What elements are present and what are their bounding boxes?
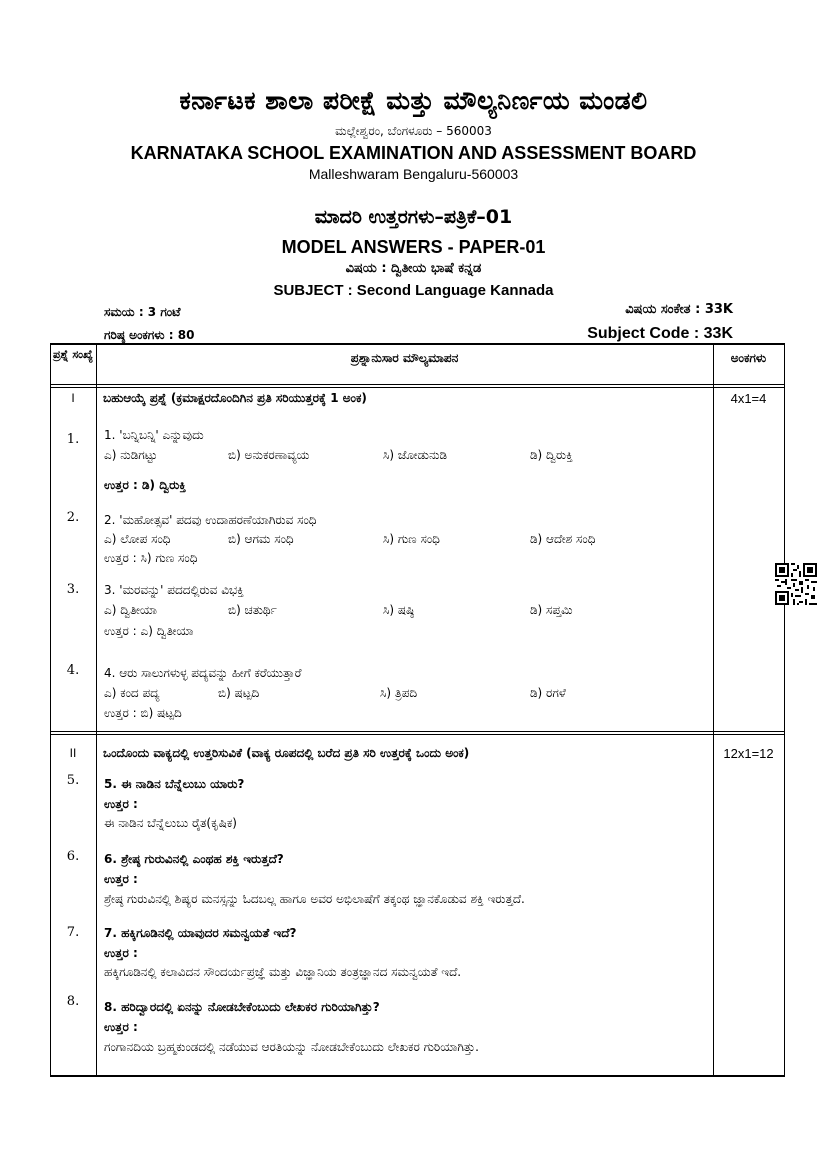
board-name-kannada: ಕರ್ನಾಟಕ ಶಾಲಾ ಪರೀಕ್ಷೆ ಮತ್ತು ಮೌಲ್ಯನಿರ್ಣಯ ಮಂಡಲಿ — [179, 86, 648, 115]
time-label: ಸಮಯ : 3 ಗಂಟೆ — [104, 305, 181, 319]
option-c: ಸಿ) ಗುಣ ಸಂಧಿ — [383, 532, 440, 546]
option-b: ಬಿ) ಅನುಕರಣಾವ್ಯಯ — [228, 448, 310, 462]
column-header-evaluation: ಪ್ರಶ್ನಾನುಸಾರ ಮೌಲ್ಯಮಾಪನ — [350, 351, 459, 365]
answer-text: ಶ್ರೇಷ್ಠ ಗುರುವಿನಲ್ಲಿ ಶಿಷ್ಯರ ಮನಸ್ಸನ್ನು ಓದಬಲ್ಲ ಹಾಗೂ ಅವರ ಅಭಿಲಾಷೆಗೆ ತಕ್ಕಂಥ ಜ್ಞಾನಕೊಡುವ ಶಕ್ತಿ ಇರುತ್ತದೆ. — [104, 892, 525, 906]
question-text: 2. 'ಮಹೋತ್ಸವ' ಪದವು ಉದಾಹರಣೆಯಾಗಿರುವ ಸಂಧಿ — [104, 513, 317, 527]
option-d: ಡಿ) ಸಪ್ತಮಿ — [530, 603, 573, 617]
answer-text: ಉತ್ತರ : ಎ) ದ್ವಿತೀಯಾ — [104, 624, 194, 638]
option-a: ಎ) ಕಂದ ಪದ್ಯ — [104, 686, 160, 700]
model-answers-title-kannada: ಮಾದರಿ ಉತ್ತರಗಳು–ಪತ್ರಿಕೆ–01 — [314, 206, 513, 228]
question-text: 1. 'ಬನ್ನಿಬನ್ನಿ' ಎನ್ನುವುದು — [104, 428, 204, 442]
section-heading: ಬಹುಆಯ್ಕೆ ಪ್ರಶ್ನೆ (ಕ್ರಮಾಕ್ಷರದೊಂದಿಗಿನ ಪ್ರತಿ ಸರಿಯುತ್ತರಕ್ಕೆ 1 ಅಂಕ) — [103, 391, 367, 405]
table-border-right — [784, 343, 785, 1077]
option-d: ಡಿ) ರಗಳೆ — [530, 686, 566, 700]
option-c: ಸಿ) ತ್ರಿಪದಿ — [380, 686, 418, 700]
answer-label: ಉತ್ತರ : — [104, 946, 138, 960]
table-row-divider — [50, 387, 785, 388]
subject-english: SUBJECT : Second Language Kannada — [273, 282, 554, 299]
answer-text: ಉತ್ತರ : ಡಿ) ದ್ವಿರುಕ್ತಿ — [104, 478, 186, 492]
answer-text: ಉತ್ತರ : ಸಿ) ಗುಣ ಸಂಧಿ — [104, 551, 198, 565]
max-marks-label: ಗರಿಷ್ಠ ಅಂಕಗಳು : 80 — [104, 328, 195, 342]
board-name-english: KARNATAKA SCHOOL EXAMINATION AND ASSESSMENT BOARD — [130, 143, 697, 163]
answer-text: ಈ ನಾಡಿನ ಬೆನ್ನೆಲುಬು ರೈತ(ಕೃಷಿಕ) — [104, 816, 237, 830]
question-number: 7. — [66, 925, 80, 940]
answer-text: ಗಂಗಾನದಿಯ ಬ್ರಹ್ಮಕುಂಡದಲ್ಲಿ ನಡೆಯುವ ಆರತಿಯನ್ನು ನೋಡಬೇಕೆಂಬುದು ಲೇಖಕರ ಗುರಿಯಾಗಿತ್ತು. — [104, 1040, 479, 1054]
question-text: 7. ಹಕ್ಕಿಗೂಡಿನಲ್ಲಿ ಯಾವುದರ ಸಮನ್ವಯತೆ ಇದೆ? — [104, 926, 297, 940]
option-b: ಬಿ) ಚತುರ್ಥಿ — [228, 603, 277, 617]
table-column-divider — [713, 343, 714, 1077]
option-d: ಡಿ) ದ್ವಿರುಕ್ತಿ — [530, 448, 573, 462]
table-row-divider — [50, 384, 785, 385]
board-address-english: Malleshwaram Bengaluru-560003 — [308, 166, 519, 182]
question-number: 5. — [66, 773, 80, 788]
question-number: 8. — [66, 994, 80, 1009]
table-border-bottom — [50, 1075, 785, 1077]
option-a: ಎ) ದ್ವಿತೀಯಾ — [104, 603, 158, 617]
option-a: ಎ) ಲೋಪ ಸಂಧಿ — [104, 532, 171, 546]
option-b: ಬಿ) ಷಟ್ಪದಿ — [218, 686, 260, 700]
option-c: ಸಿ) ಷಷ್ಠಿ — [383, 603, 415, 617]
section-heading: ಒಂದೊಂದು ವಾಕ್ಯದಲ್ಲಿ ಉತ್ತರಿಸುವಿಕೆ (ವಾಕ್ಯ ರೂಪದಲ್ಲಿ ಬರೆದ ಪ್ರತಿ ಸರಿ ಉತ್ತರಕ್ಕೆ ಒಂದು ಅಂಕ) — [103, 746, 470, 760]
subject-code-english: Subject Code : 33K — [587, 325, 733, 342]
column-header-question-number: ಪ್ರಶ್ನೆ ಸಂಖ್ಯೆ — [53, 348, 93, 361]
question-text: 6. ಶ್ರೇಷ್ಠ ಗುರುವಿನಲ್ಲಿ ಎಂಥಹ ಶಕ್ತಿ ಇರುತ್ತದೆ? — [104, 852, 284, 866]
section-number: I — [71, 391, 75, 405]
question-number: 4. — [66, 663, 80, 678]
section-marks: 12x1=12 — [723, 746, 774, 761]
model-answers-title-english: MODEL ANSWERS - PAPER-01 — [281, 237, 546, 257]
option-c: ಸಿ) ಜೋಡುನುಡಿ — [383, 448, 448, 462]
table-row-divider — [50, 731, 785, 732]
answer-label: ಉತ್ತರ : — [104, 1020, 138, 1034]
section-marks: 4x1=4 — [730, 391, 767, 406]
table-border-top — [50, 343, 785, 345]
answer-label: ಉತ್ತರ : — [104, 797, 138, 811]
option-d: ಡಿ) ಆದೇಶ ಸಂಧಿ — [530, 532, 596, 546]
subject-code-kannada: ವಿಷಯ ಸಂಕೇತ : 33K — [625, 302, 733, 317]
board-address-kannada: ಮಲ್ಲೇಶ್ವರಂ, ಬೆಂಗಳೂರು – 560003 — [335, 124, 492, 138]
section-number: II — [69, 746, 77, 760]
question-number: 1. — [66, 432, 80, 447]
table-column-divider — [96, 343, 97, 1077]
table-border-left — [50, 343, 51, 1077]
answer-text: ಹಕ್ಕಿಗೂಡಿನಲ್ಲಿ ಕಲಾವಿದನ ಸೌಂದರ್ಯಪ್ರಜ್ಞೆ ಮತ್ತು ವಿಜ್ಞಾನಿಯ ತಂತ್ರಜ್ಞಾನದ ಸಮನ್ವಯತೆ ಇದೆ. — [104, 965, 462, 979]
qr-code-icon — [775, 563, 817, 605]
option-b: ಬಿ) ಆಗಮ ಸಂಧಿ — [228, 532, 294, 546]
answer-label: ಉತ್ತರ : — [104, 872, 138, 886]
question-text: 3. 'ಮರವನ್ನು' ಪದದಲ್ಲಿರುವ ವಿಭಕ್ತಿ — [104, 583, 244, 597]
question-text: 8. ಹರಿದ್ವಾರದಲ್ಲಿ ಏನನ್ನು ನೋಡಬೇಕೆಂಬುದು ಲೇಖಕರ ಗುರಿಯಾಗಿತ್ತು? — [104, 1000, 380, 1014]
column-header-marks: ಅಂಕಗಳು — [730, 351, 767, 365]
answer-text: ಉತ್ತರ : ಬಿ) ಷಟ್ಪದಿ — [104, 706, 182, 720]
table-row-divider — [50, 734, 785, 735]
option-a: ಎ) ನುಡಿಗಟ್ಟು — [104, 448, 158, 462]
question-number: 6. — [66, 849, 80, 864]
question-text: 5. ಈ ನಾಡಿನ ಬೆನ್ನೆಲುಬು ಯಾರು? — [104, 777, 245, 791]
question-number: 2. — [66, 510, 80, 525]
question-text: 4. ಆರು ಸಾಲುಗಳುಳ್ಳ ಪದ್ಯವನ್ನು ಹೀಗೆ ಕರೆಯುತ್ತಾರೆ — [104, 666, 302, 680]
subject-kannada: ವಿಷಯ : ದ್ವಿತೀಯ ಭಾಷೆ ಕನ್ನಡ — [345, 261, 482, 276]
question-number: 3. — [66, 582, 80, 597]
